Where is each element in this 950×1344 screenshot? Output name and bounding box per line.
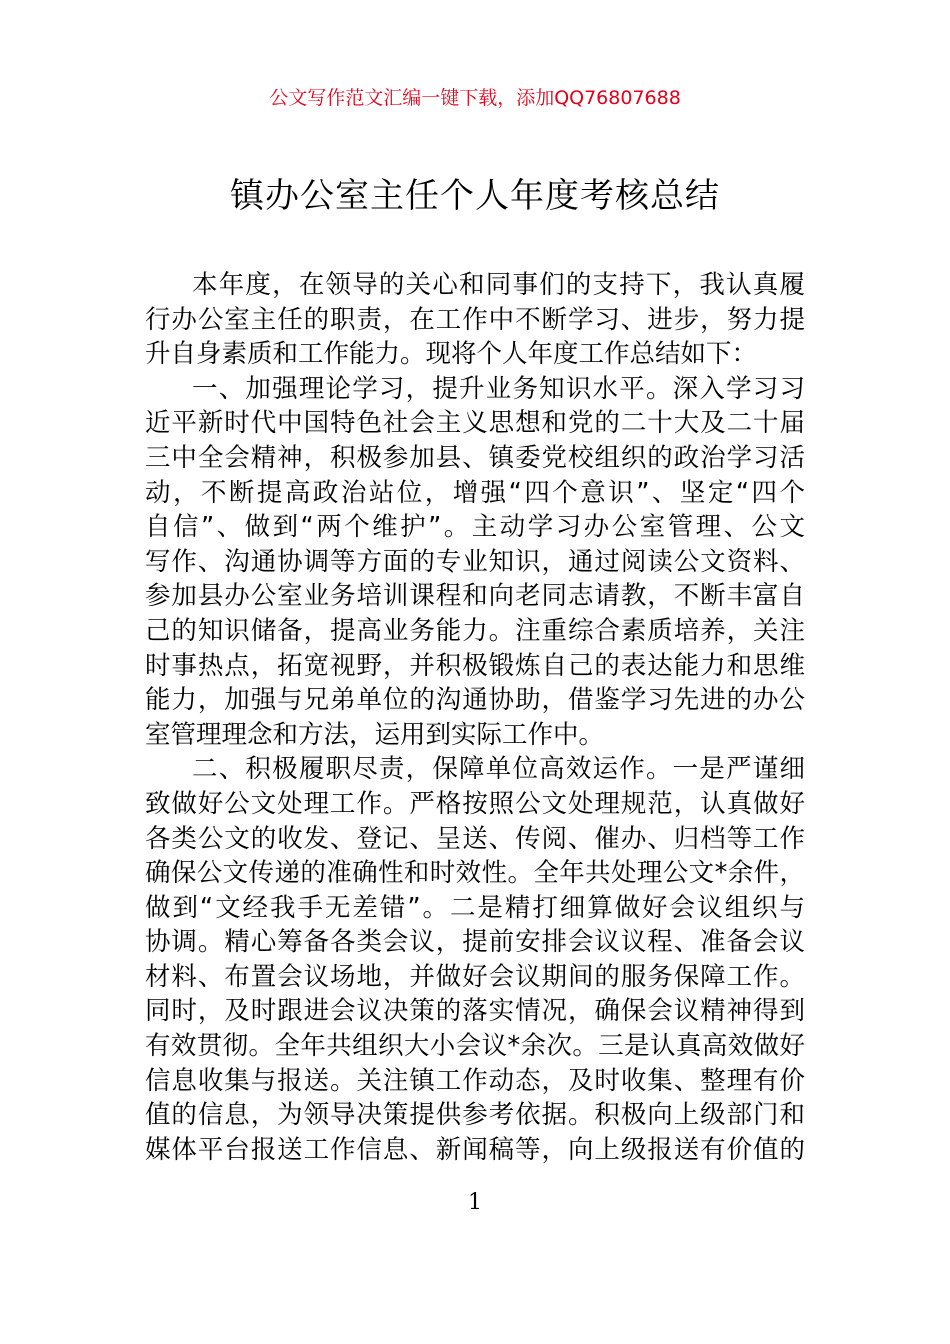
text-line: 近平新时代中国特色社会主义思想和党的二十大及二十届 [145, 408, 805, 439]
text-line: 能力，加强与兄弟单位的沟通协助，借鉴学习先进的办公 [145, 685, 805, 716]
text-line: 信息收集与报送。关注镇工作动态，及时收集、整理有价 [145, 1065, 805, 1096]
text-line: 自信”、做到“两个维护”。主动学习办公室管理、公文 [145, 512, 805, 543]
text-line: 二、积极履职尽责，保障单位高效运作。一是严谨细 [192, 754, 805, 785]
text-line: 动，不断提高政治站位，增强“四个意识”、坚定“四个 [145, 477, 805, 508]
text-line: 材料、布置会议场地，并做好会议期间的服务保障工作。 [145, 961, 805, 992]
document-title: 镇办公室主任个人年度考核总结 [230, 176, 720, 216]
text-line: 三中全会精神，积极参加县、镇委党校组织的政治学习活 [145, 442, 805, 473]
text-line: 确保公文传递的准确性和时效性。全年共处理公文*余件， [145, 858, 805, 889]
text-line: 值的信息，为领导决策提供参考依据。积极向上级部门和 [145, 1100, 805, 1131]
promo-header: 公文写作范文汇编一键下载，添加QQ76807688 [269, 87, 681, 109]
text-line: 同时，及时跟进会议决策的落实情况，确保会议精神得到 [145, 996, 805, 1027]
text-line: 己的知识储备，提高业务能力。注重综合素质培养，关注 [145, 615, 805, 646]
text-line: 致做好公文处理工作。严格按照公文处理规范，认真做好 [145, 788, 805, 819]
paragraph-intro [145, 268, 805, 372]
text-line: 行办公室主任的职责，在工作中不断学习、进步，努力提 [145, 304, 805, 335]
text-line: 一、加强理论学习，提升业务知识水平。深入学习习 [192, 373, 805, 404]
text-line: 有效贯彻。全年共组织大小会议*余次。三是认真高效做好 [145, 1031, 805, 1062]
text-line: 升自身素质和工作能力。现将个人年度工作总结如下： [145, 339, 758, 370]
text-line: 参加县办公室业务培训课程和向老同志请教，不断丰富自 [145, 581, 805, 612]
text-line: 协调。精心筹备各类会议，提前安排会议议程、准备会议 [145, 927, 805, 958]
paragraph-section-1 [145, 372, 805, 753]
text-line: 各类公文的收发、登记、呈送、传阅、催办、归档等工作 [145, 823, 805, 854]
page-number: 1 [468, 1190, 482, 1215]
text-line: 室管理理念和方法，运用到实际工作中。 [145, 719, 605, 750]
document-body [145, 268, 805, 1167]
text-line: 写作、沟通协调等方面的专业知识，通过阅读公文资料、 [145, 546, 805, 577]
text-line: 媒体平台报送工作信息、新闻稿等，向上级报送有价值的 [145, 1134, 805, 1165]
text-line: 做到“文经我手无差错”。二是精打细算做好会议组织与 [145, 892, 805, 923]
text-line: 本年度，在领导的关心和同事们的支持下，我认真履 [192, 270, 805, 300]
paragraph-section-2 [145, 752, 805, 1167]
text-line: 时事热点，拓宽视野，并积极锻炼自己的表达能力和思维 [145, 650, 805, 681]
